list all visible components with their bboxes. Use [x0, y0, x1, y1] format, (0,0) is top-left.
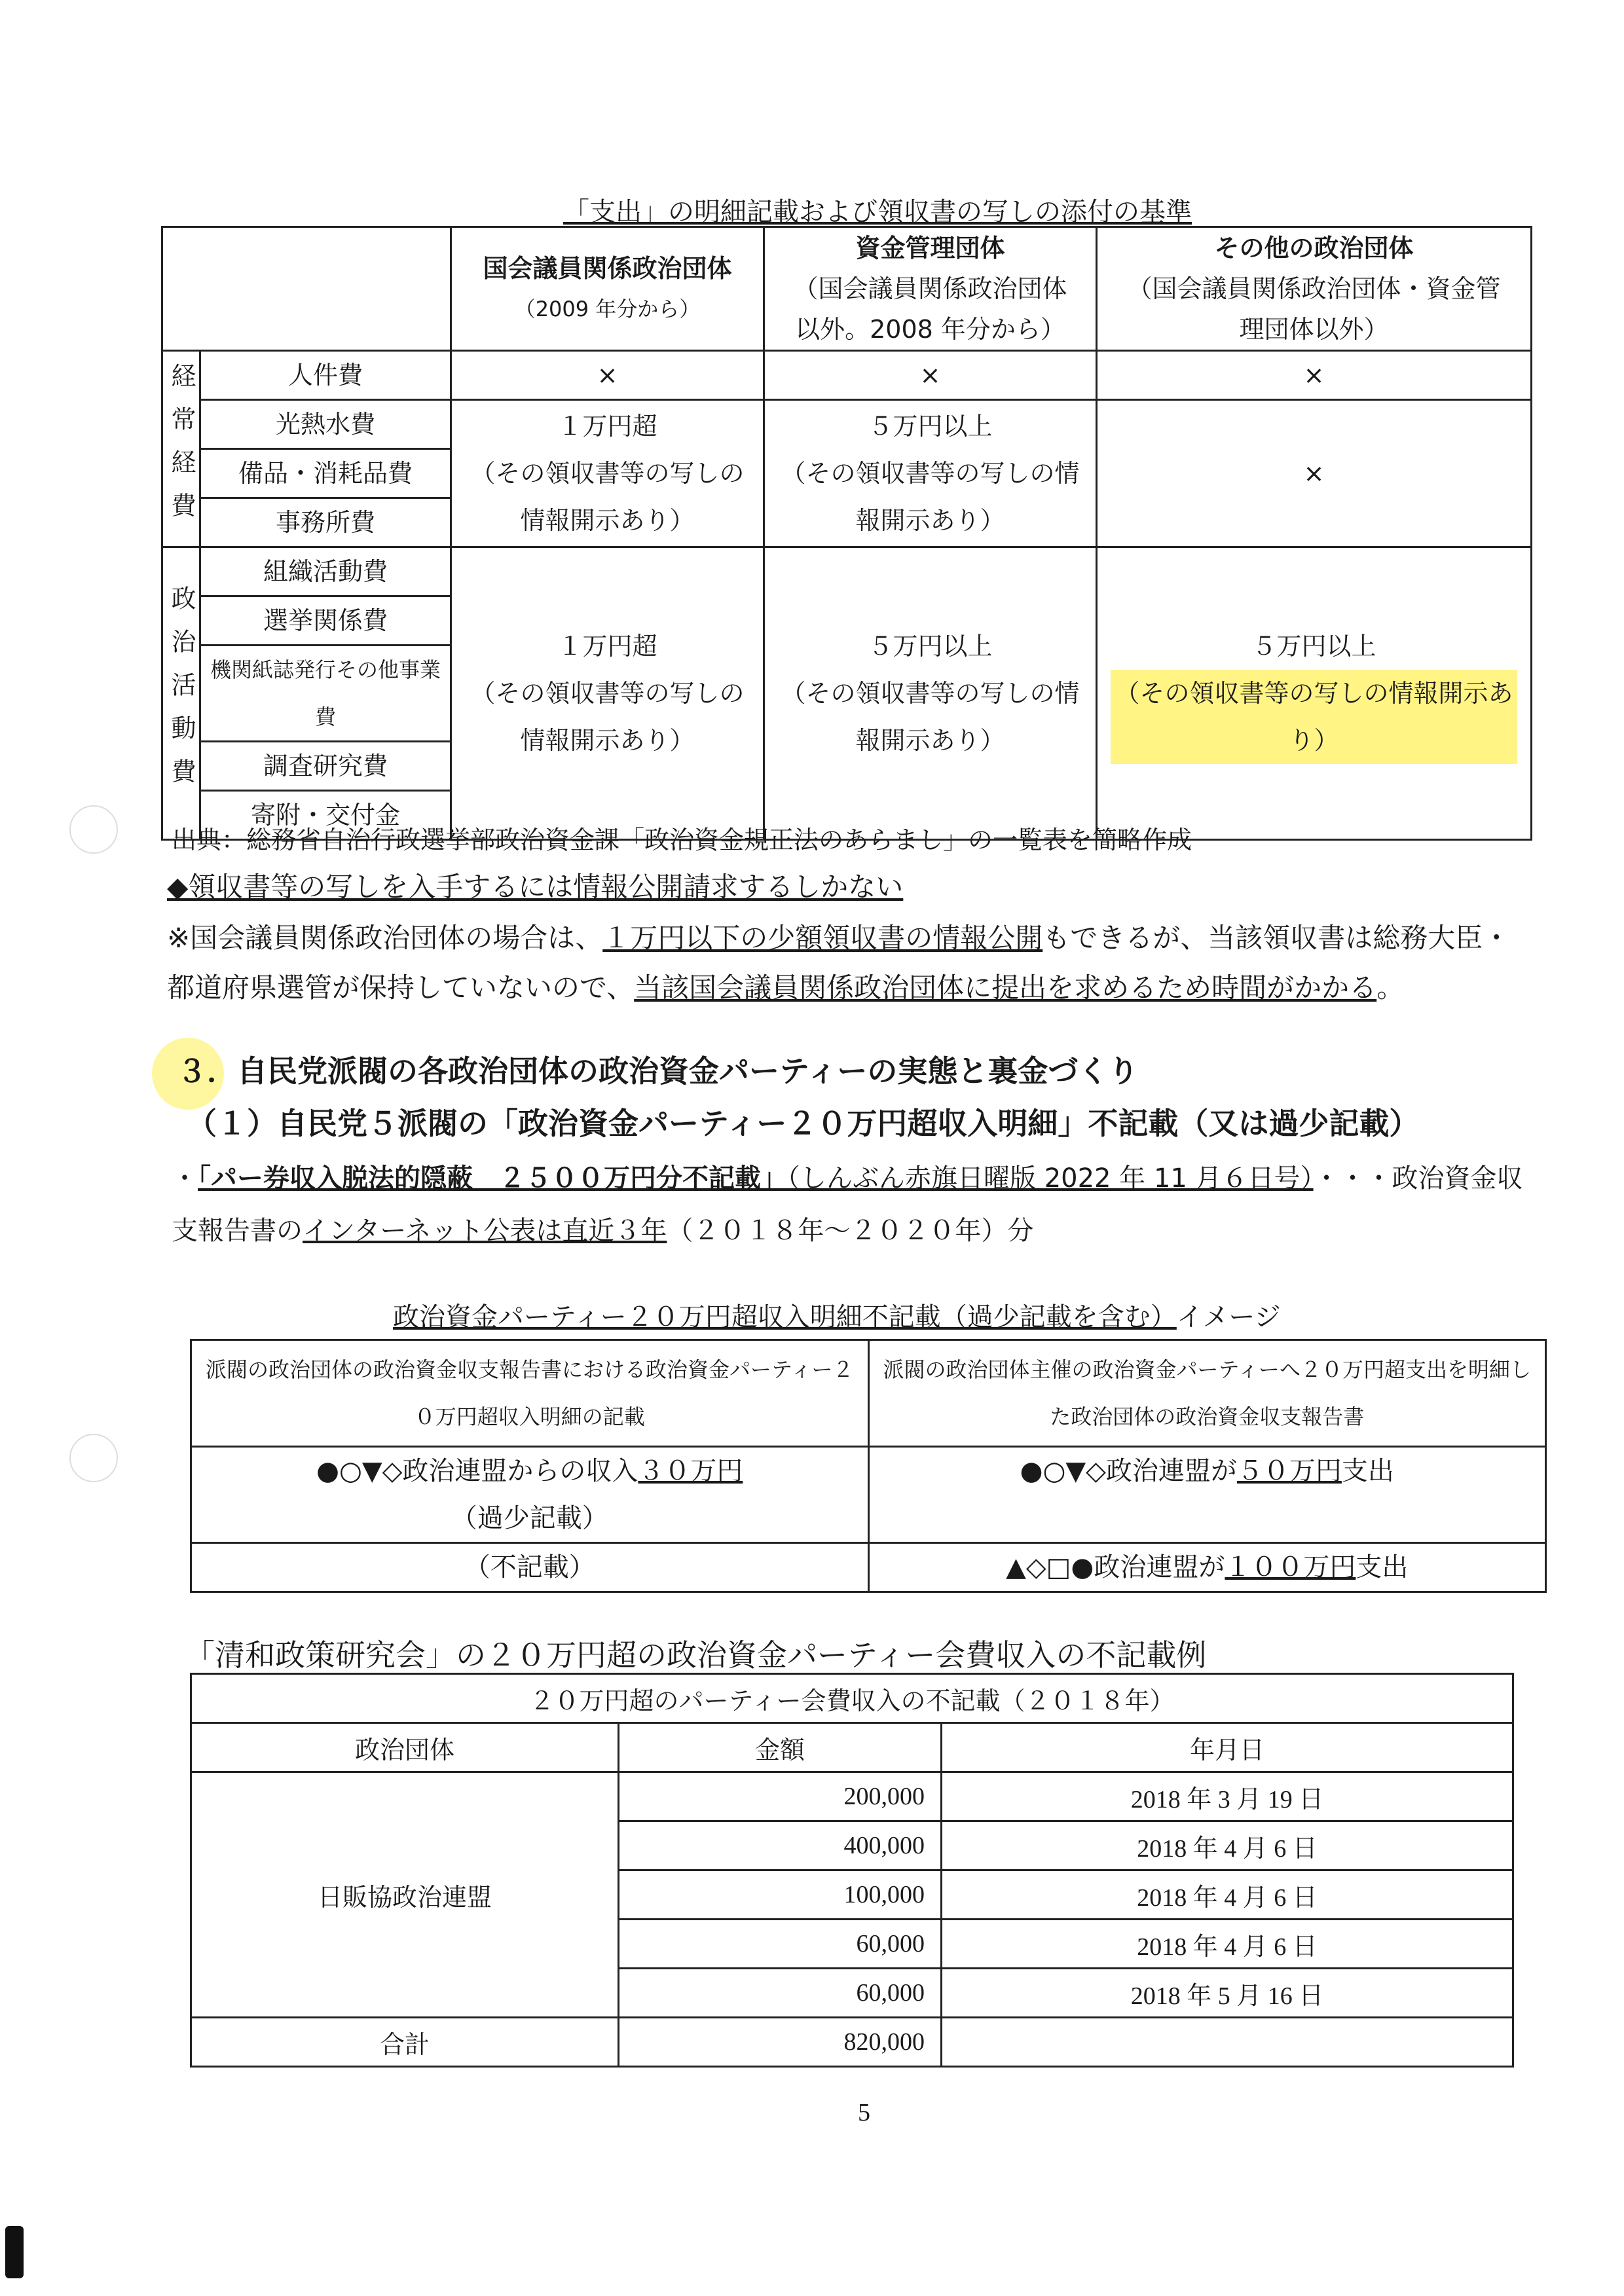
header-name: 国会議員関係政治団体: [483, 254, 732, 283]
value-cell: ×: [764, 351, 1097, 400]
value-cell: ×: [1097, 400, 1532, 547]
punch-hole: [69, 805, 118, 854]
highlighted-disclosure: （その領収書等の写しの情報開示あり）: [1111, 670, 1517, 764]
header-date: 年月日: [942, 1723, 1513, 1772]
value-cell: ▲◇□●政治連盟が１００万円支出: [868, 1543, 1546, 1592]
amount: 400,000: [619, 1821, 942, 1870]
empty-corner-cell: [162, 227, 451, 351]
header-sub: （国会議員関係政治団体・資金管理団体以外）: [1127, 274, 1501, 344]
header-sub: （2009 年分から）: [514, 297, 701, 321]
value-cell: ５万円以上 （その領収書等の写しの情報開示あり）: [1097, 547, 1532, 840]
amount: 60,000: [619, 1920, 942, 1969]
total-amount: 820,000: [619, 2018, 942, 2067]
date: 2018 年 5 月 16 日: [942, 1969, 1513, 2018]
table-row: [162, 351, 1532, 400]
source-citation: 出典：総務省自治行政選挙部政治資金課「政治資金規正法のあらまし」の一覧表を簡略作成: [172, 826, 1192, 854]
table-row: [191, 1543, 1546, 1592]
table-row: [191, 1447, 1546, 1543]
item-publication: 機関紙誌発行その他事業費: [200, 646, 451, 742]
item-supplies: 備品・消耗品費: [200, 449, 451, 498]
table-header-row: [191, 1340, 1546, 1447]
header-sub: （国会議員関係政治団体以外。2008 年分から）: [793, 274, 1067, 344]
value-cell: １万円超 （その領収書等の写しの情報開示あり）: [451, 400, 764, 547]
group-label-ordinary: 経常経費: [162, 351, 200, 547]
section3-title: ３．自民党派閥の各政治団体の政治資金パーティーの実態と裏金づくり: [177, 1053, 1139, 1089]
value-cell: （不記載）: [191, 1543, 869, 1592]
header-amount: 金額: [619, 1723, 942, 1772]
table-caption-row: [191, 1674, 1513, 1723]
value-cell: ●○▼◇政治連盟からの収入３０万円 （過少記載）: [191, 1447, 869, 1543]
page-number: 5: [858, 2099, 870, 2126]
date: 2018 年 4 月 6 日: [942, 1870, 1513, 1920]
table3-title: 「清和政策研究会」の２０万円超の政治資金パーティー会費収入の不記載例: [185, 1637, 1207, 1673]
table-caption: ２０万円超のパーティー会費収入の不記載（２０１８年）: [191, 1674, 1513, 1723]
total-row: [191, 2018, 1513, 2067]
org-name: 日販協政治連盟: [191, 1772, 619, 2018]
date: 2018 年 3 月 19 日: [942, 1772, 1513, 1821]
header-org: 政治団体: [191, 1723, 619, 1772]
value-cell: ×: [451, 351, 764, 400]
header-faction-report: 派閥の政治団体の政治資金収支報告書における政治資金パーティー２０万円超収入明細の記載: [191, 1340, 869, 1447]
nonrecord-image-table: [190, 1339, 1547, 1593]
item-research: 調査研究費: [200, 742, 451, 791]
note-heading: ◆領収書等の写しを入手するには情報公開請求するしかない: [167, 871, 904, 903]
value-cell: １万円超 （その領収書等の写しの情報開示あり）: [451, 547, 764, 840]
table-row: [162, 547, 1532, 596]
date: 2018 年 4 月 6 日: [942, 1920, 1513, 1969]
value-cell: ５万円以上 （その領収書等の写しの情報開示あり）: [764, 400, 1097, 547]
table-header-row: [162, 227, 1532, 351]
header-fund-management-org: [764, 227, 1097, 351]
table1-title: 「支出」の明細記載および領収書の写しの添付の基準: [563, 197, 1192, 227]
value-cell: ●○▼◇政治連盟が５０万円支出: [868, 1447, 1546, 1543]
empty-cell: [942, 2018, 1513, 2067]
amount: 60,000: [619, 1969, 942, 2018]
table2-title: 政治資金パーティー２０万円超収入明細不記載（過少記載を含む）イメージ: [393, 1302, 1281, 1332]
total-label: 合計: [191, 2018, 619, 2067]
header-diet-member-org: [451, 227, 764, 351]
value-cell: ×: [1097, 351, 1532, 400]
item-office: 事務所費: [200, 498, 451, 547]
header-other-political-org: [1097, 227, 1532, 351]
header-payer-report: 派閥の政治団体主催の政治資金パーティーへ２０万円超支出を明細した政治団体の政治資金収支報告書: [868, 1340, 1546, 1447]
item-donation: 寄附・交付金: [200, 791, 451, 840]
item-election: 選挙関係費: [200, 596, 451, 646]
header-name: その他の政治団体: [1214, 234, 1414, 263]
amount: 200,000: [619, 1772, 942, 1821]
value-cell: ５万円以上 （その領収書等の写しの情報開示あり）: [764, 547, 1097, 840]
header-name: 資金管理団体: [855, 234, 1005, 263]
table-header-row: [191, 1723, 1513, 1772]
item-organization: 組織活動費: [200, 547, 451, 596]
table-row: [191, 1772, 1513, 1821]
punch-hole: [69, 1434, 118, 1482]
section3-subheading: （１）自民党５派閥の「政治資金パーティー２０万円超収入明細」不記載（又は過少記載）: [187, 1106, 1420, 1141]
section3-bullet: ・「パー券収入脱法的隠蔽 ２５００万円分不記載」（しんぶん赤旗日曜版 2022 年 11 月６日号）・・・政治資金収支報告書のインターネット公表は直近３年（２０１８年～２０２０年）分: [172, 1163, 1523, 1246]
scan-mark: [5, 2226, 24, 2278]
expense-criteria-table: [161, 226, 1532, 841]
note-body: ※国会議員関係政治団体の場合は、１万円以下の少額領収書の情報公開もできるが、当該領収書は総務大臣・都道府県選管が保持していないので、当該国会議員関係政治団体に提出を求めるため時間がかかる。: [167, 922, 1511, 1004]
amount: 100,000: [619, 1870, 942, 1920]
item-personnel: 人件費: [200, 351, 451, 400]
date: 2018 年 4 月 6 日: [942, 1821, 1513, 1870]
group-label-political: 政治活動費: [162, 547, 200, 840]
table-row: [162, 400, 1532, 449]
item-utilities: 光熱水費: [200, 400, 451, 449]
party-income-nonrecord-table: [190, 1673, 1514, 2068]
